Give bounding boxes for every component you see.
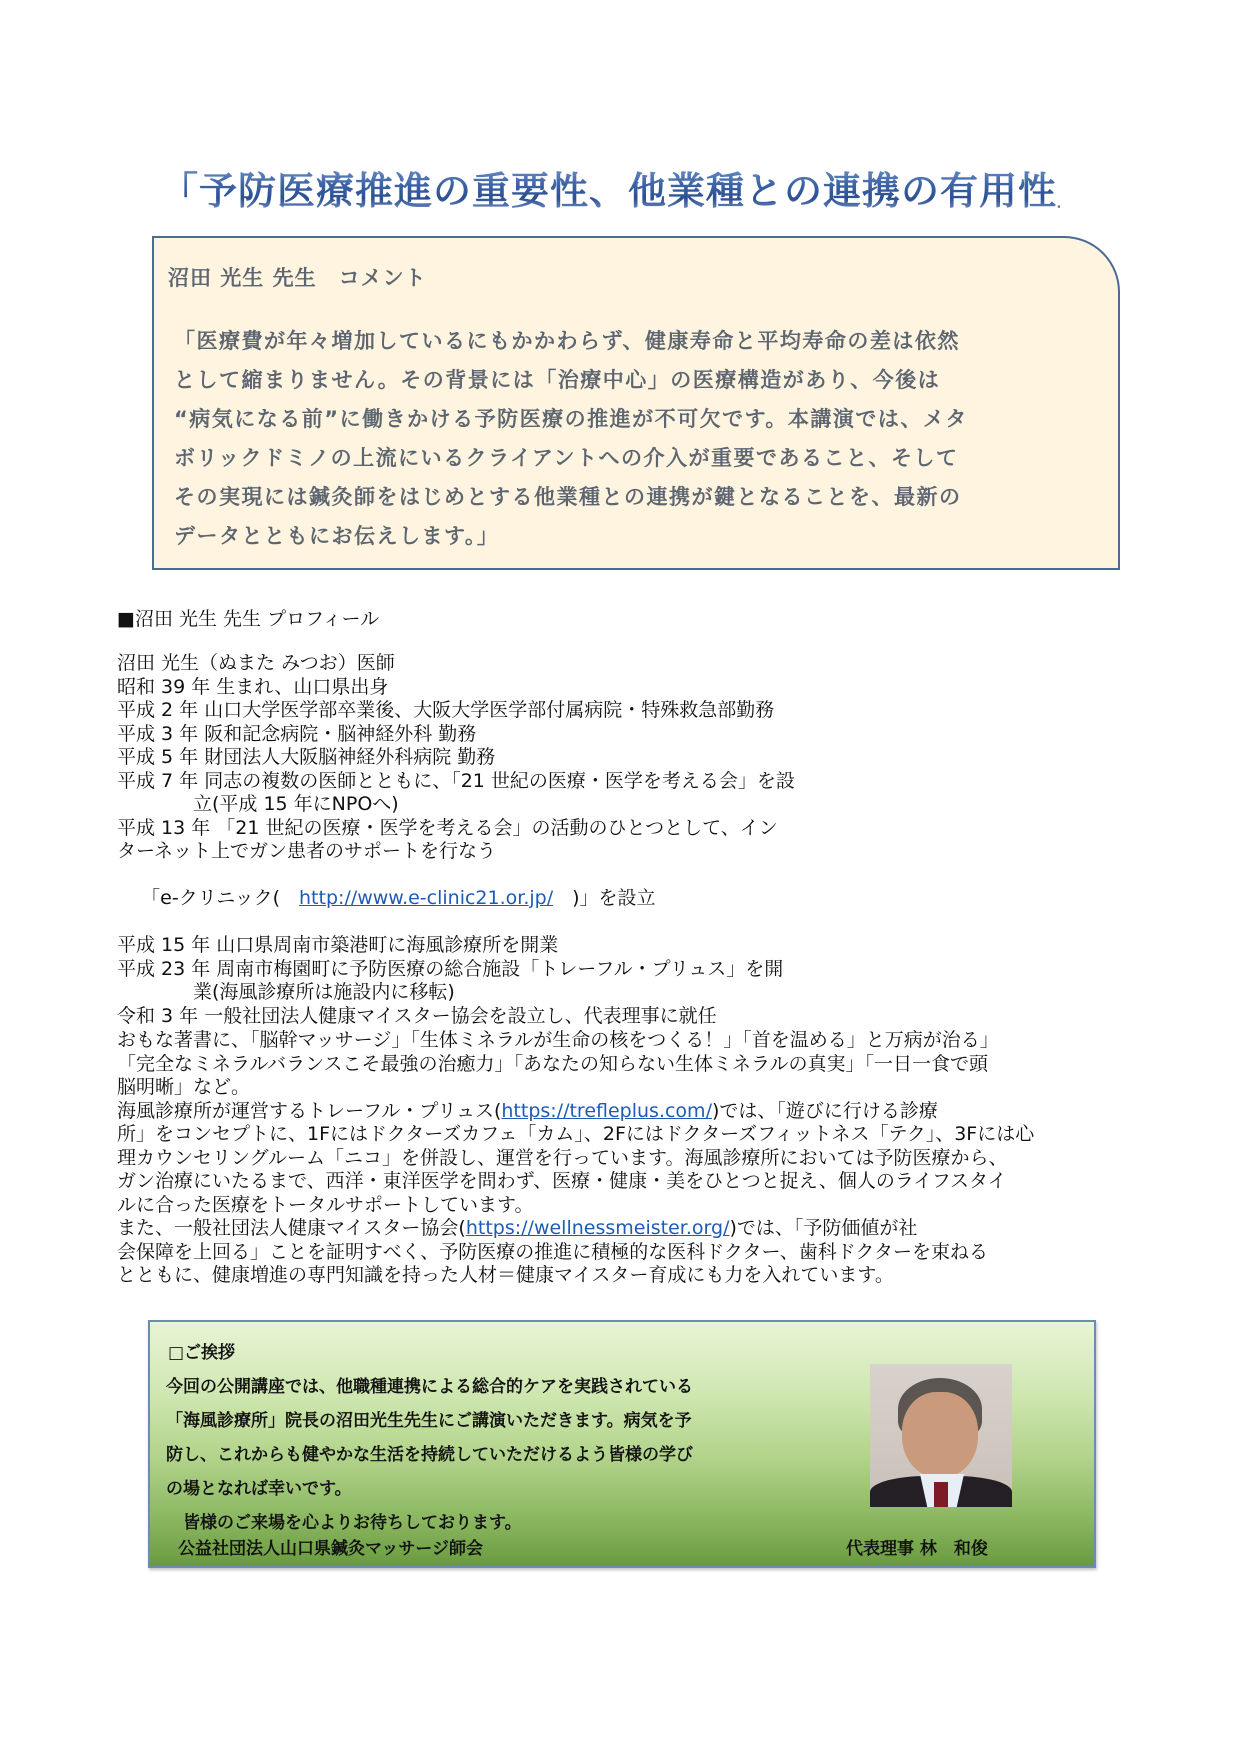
profile-line: 平成 15 年 山口県周南市築港町に海風診療所を開業	[117, 934, 559, 956]
comment-line: として縮まりません。その背景には「治療中心」の医療構造があり、今後は	[174, 368, 941, 392]
profile-line: 平成 23 年 周南市梅園町に予防医療の総合施設「トレーフル・プリュス」を開	[117, 957, 784, 980]
profile-line: 業(海風診療所は施設内に移転)	[117, 981, 455, 1003]
wellness-link[interactable]: https://wellnessmeister.org/	[465, 1217, 730, 1239]
greeting-box	[148, 1320, 1096, 1568]
profile-line-eclinic	[117, 864, 1137, 935]
bio-line: ガン治療にいたるまで、西洋・東洋医学を問わず、医療・健康・美をひとつと捉え、個人のライフスタイ	[117, 1170, 1007, 1192]
profile-line: 立(平成 15 年にNPOへ)	[117, 793, 399, 815]
bio-line-wellness	[117, 1217, 1137, 1241]
comment-body	[174, 322, 1104, 556]
trefleplus-suffix: )では、「遊びに行ける診療	[711, 1099, 938, 1122]
profile-line: 昭和 39 年 生まれ、山口県出身	[117, 675, 389, 698]
profile-line: 平成 13 年 「21 世紀の医療・医学を考える会」の活動のひとつとして、イン	[117, 816, 778, 839]
trefleplus-link[interactable]: https://trefleplus.com/	[501, 1099, 712, 1122]
comment-line: 「医療費が年々増加しているにもかかわらず、健康寿命と平均寿命の差は依然	[174, 329, 960, 353]
profile-list	[117, 652, 1137, 1028]
greeting-line: 防し、これからも健やかな生活を持続していただけるよう皆様の学び	[166, 1445, 693, 1465]
portrait-tie	[934, 1482, 948, 1507]
bio-line: 所」をコンセプトに、1Fにはドクターズカフェ「カム」、2Fにはドクターズフィットネス「テク」、3Fには心	[117, 1123, 1035, 1145]
greeting-line: 今回の公開講座では、他職種連携による総合的ケアを実践されている	[166, 1377, 693, 1397]
profile-heading: ■沼田 光生 先生 プロフィール	[117, 608, 380, 630]
bio-line: ルに合った医療をトータルサポートしています。	[117, 1193, 534, 1216]
bio-line: おもな著書に、「脳幹マッサージ」「生体ミネラルが生命の核をつくる！」「首を温める」と万病が治る」	[117, 1029, 999, 1051]
bio-line: 「完全なミネラルバランスこそ最強の治癒力」「あなたの知らない生体ミネラルの真実」「一日一食で頭	[117, 1052, 988, 1075]
trefleplus-prefix: 海風診療所が運営するトレーフル・プリュス(	[117, 1099, 502, 1122]
comment-line: ボリックドミノの上流にいるクライアントへの介入が重要であること、そして	[174, 446, 959, 470]
profile-line: 令和 3 年 一般社団法人健康マイスター協会を設立し、代表理事に就任	[117, 1004, 717, 1027]
eclinic-suffix: )」を設立	[553, 887, 656, 909]
greeting-signature: 代表理事 林 和俊	[846, 1539, 988, 1559]
portrait-photo	[870, 1364, 1012, 1507]
greeting-line: 「海風診療所」院長の沼田光生先生にご講演いただきます。病気を予	[166, 1411, 692, 1431]
bio-line: 会保障を上回る」ことを証明すべく、予防医療の推進に積極的な医科ドクター、歯科ドクターを束ねる	[117, 1240, 988, 1263]
comment-box	[152, 236, 1120, 570]
greeting-line: の場となれば幸いです。	[166, 1479, 352, 1499]
comment-line: データとともにお伝えします。」	[174, 524, 500, 548]
profile-line: 平成 2 年 山口大学医学部卒業後、大阪大学医学部付属病院・特殊救急部勤務	[117, 699, 775, 721]
greeting-organization: 公益社団法人山口県鍼灸マッサージ師会	[178, 1539, 483, 1559]
bio-line: 脳明晰」など。	[117, 1076, 251, 1098]
profile-line: 沼田 光生（ぬまた みつお）医師	[117, 652, 395, 674]
page-title: 「予防医療推進の重要性、他業種との連携の有用性」	[160, 160, 1060, 215]
bio-line: 理カウンセリングルーム「ニコ」を併設し、運営を行っています。海風診療所においては予防医療から、	[117, 1146, 1008, 1169]
comment-heading: 沼田 光生 先生 コメント	[168, 266, 427, 290]
greeting-heading: □ご挨拶	[168, 1343, 236, 1363]
greeting-line: 皆様のご来場を心よりお待ちしております。	[166, 1513, 522, 1533]
eclinic-link[interactable]: http://www.e-clinic21.or.jp/	[299, 887, 554, 909]
comment-line: その実現には鍼灸師をはじめとする他業種との連携が鍵となることを、最新の	[174, 485, 962, 509]
portrait-face	[902, 1392, 978, 1478]
bio-line-trefleplus	[117, 1100, 1137, 1124]
bio-line: とともに、健康増進の専門知識を持った人材＝健康マイスター育成にも力を入れています。	[117, 1264, 894, 1286]
profile-line: ターネット上でガン患者のサポートを行なう	[117, 840, 497, 862]
greeting-body	[166, 1370, 826, 1540]
profile-line: 平成 7 年 同志の複数の医師とともに、「21 世紀の医療・医学を考える会」を設	[117, 769, 795, 792]
eclinic-prefix: 「e-クリニック(	[141, 887, 299, 909]
comment-line: “病気になる前”に働きかける予防医療の推進が不可欠です。本講演では、メタ	[174, 407, 968, 431]
profile-line: 平成 5 年 財団法人大阪脳神経外科病院 勤務	[117, 746, 496, 768]
profile-line: 平成 3 年 阪和記念病院・脳神経外科 勤務	[117, 722, 477, 745]
wellness-suffix: )では、「予防価値が社	[729, 1217, 918, 1239]
wellness-prefix: また、一般社団法人健康マイスター協会(	[117, 1217, 466, 1239]
bio-section	[117, 1029, 1137, 1288]
